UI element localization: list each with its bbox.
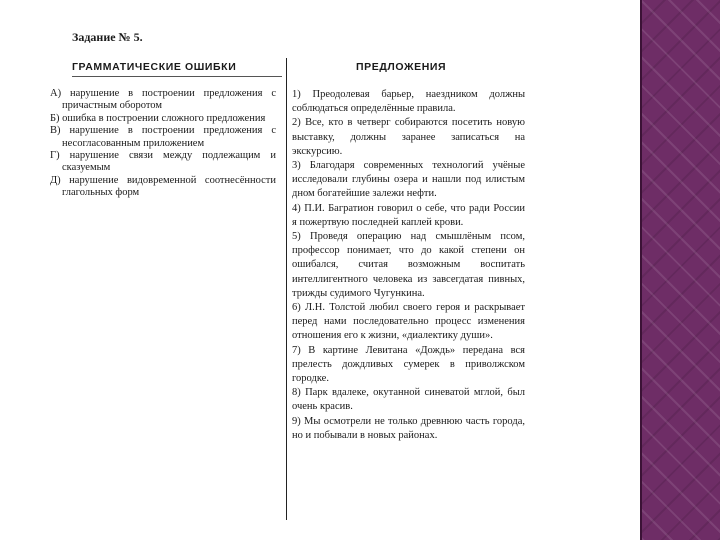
sentence-3: 3) Благодаря современных технологий учёные исследовали глубины озера и нашли под илистым дном богатейшие залежи нефти.: [292, 160, 525, 200]
error-item-b: Б) ошибка в построении сложного предложения: [50, 112, 266, 124]
sentence-5: 5) Проведя операцию над смышлёным псом, профессор понимает, что до какой степени он ошибался, считая возможным воспитать интеллигентного человека из завсегдатая пивных, трижды судимого Чугункина.: [292, 231, 525, 299]
error-item-a: А) нарушение в построении предложения с причастным оборотом: [50, 88, 276, 112]
sentence-8: 8) Парк вдалеке, окутанной синеватой мглой, был очень красив.: [292, 387, 525, 413]
error-item-c: В) нарушение в построении предложения с несогласованным приложением: [50, 125, 276, 149]
task-title: Задание № 5.: [72, 30, 143, 44]
error-item-e: Д) нарушение видовременной соотнесённости глагольных форм: [50, 174, 276, 199]
error-item-d: Г) нарушение связи между подлежащим и сказуемым: [50, 150, 276, 174]
sentences-list: [292, 88, 525, 443]
sentence-1: 1) Преодолевая барьер, наездником должны соблюдаться определённые правила.: [292, 89, 525, 115]
sentence-7: 7) В картине Левитана «Дождь» передана вся прелесть дождливых сумерек в приволжском городке.: [292, 344, 525, 385]
sentence-9: 9) Мы осмотрели не только древнюю часть города, но и побывали в новых районах.: [292, 415, 525, 441]
errors-column-header: ГРАММАТИЧЕСКИЕ ОШИБКИ: [72, 61, 237, 73]
sentence-4: 4) П.И. Багратион говорил о себе, что ради России я пожертвую последней каплей крови.: [292, 202, 525, 228]
header-rule: [72, 76, 282, 77]
column-divider: [286, 58, 287, 520]
decorative-side-band: [642, 0, 720, 540]
sentences-column-header: ПРЕДЛОЖЕНИЯ: [356, 61, 447, 73]
sentence-6: 6) Л.Н. Толстой любил своего героя и раскрывает перед нами последовательно процесс изменения отношения его к жизни, «диалектику души».: [292, 302, 525, 342]
errors-list: [50, 88, 276, 200]
sentence-2: 2) Все, кто в четверг собираются посетить новую выставку, должны заранее записаться на экскурсию.: [292, 117, 525, 157]
